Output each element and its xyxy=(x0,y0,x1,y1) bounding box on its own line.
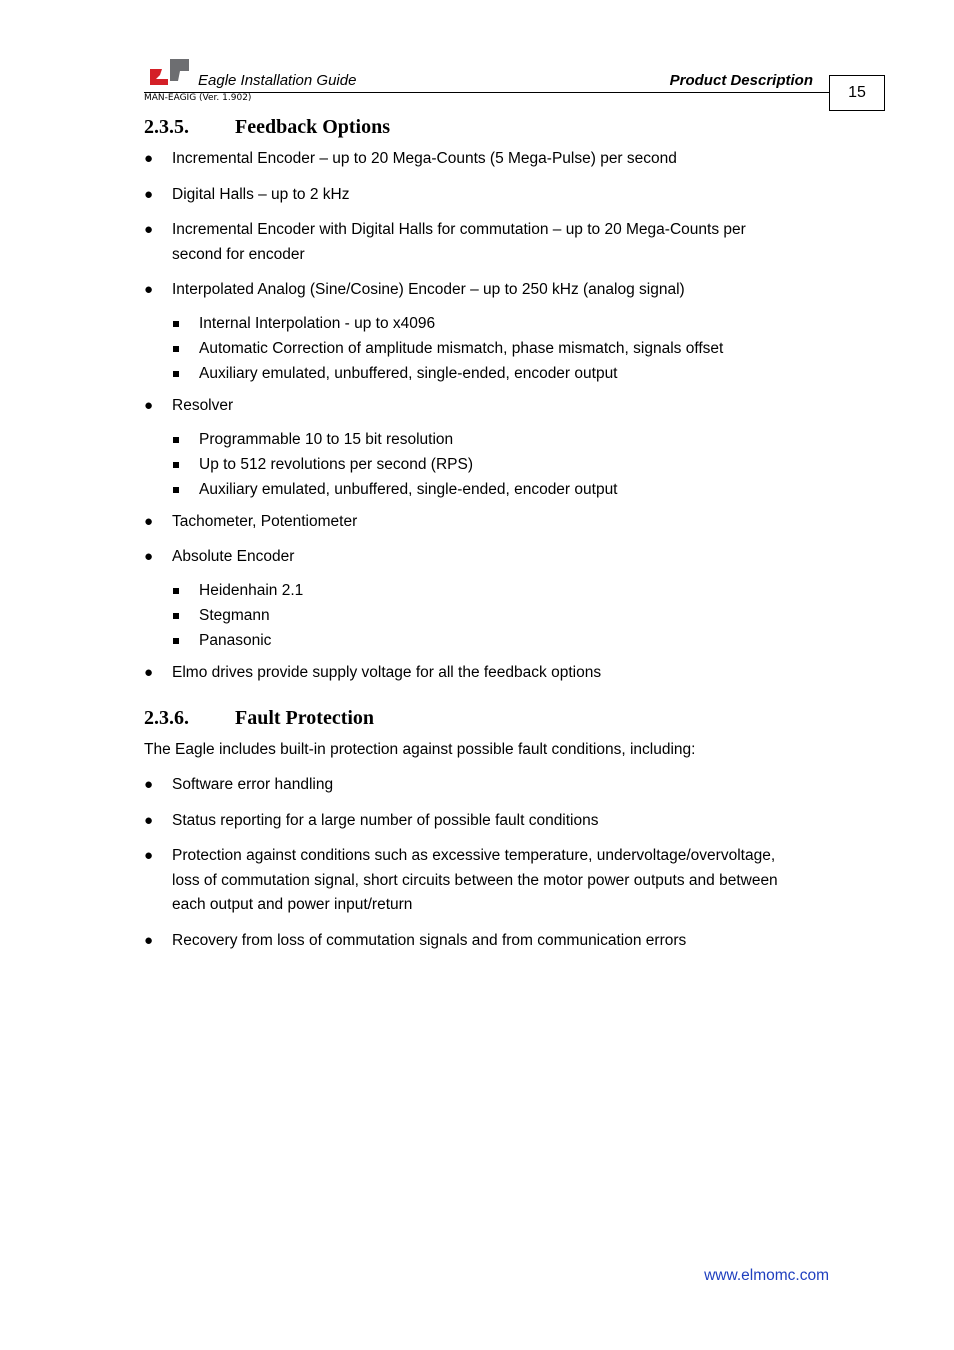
sub-list-item: Up to 512 revolutions per second (RPS) xyxy=(199,456,473,473)
heading-title: Feedback Options xyxy=(235,116,391,138)
section-name: Product Description xyxy=(669,72,813,89)
sub-list-item: Internal Interpolation - up to x4096 xyxy=(199,315,436,332)
sub-list-item: Programmable 10 to 15 bit resolution xyxy=(199,431,454,448)
list-item: Digital Halls – up to 2 kHz xyxy=(172,186,350,203)
bullet-icon: ● xyxy=(144,776,154,793)
list-item: Recovery from loss of commutation signals and from communication errors xyxy=(172,932,687,949)
list-item-continuation: loss of commutation signal, short circuits between the motor power outputs and between xyxy=(172,872,778,889)
bullet-icon: ● xyxy=(144,221,154,238)
bullet-icon: ● xyxy=(144,664,154,681)
heading-number: 2.3.5. xyxy=(144,116,189,138)
square-bullet-icon xyxy=(173,588,179,594)
bullet-icon: ● xyxy=(144,186,154,203)
sub-list-item: Automatic Correction of amplitude mismatch, phase mismatch, signals offset xyxy=(199,340,724,357)
document-title: Eagle Installation Guide xyxy=(198,72,357,89)
square-bullet-icon xyxy=(173,346,179,352)
square-bullet-icon xyxy=(173,321,179,327)
document-id: MAN-EAGIG (Ver. 1.902) xyxy=(144,93,252,103)
square-bullet-icon xyxy=(173,462,179,468)
list-item: Elmo drives provide supply voltage for all the feedback options xyxy=(172,664,602,681)
sub-list-item: Auxiliary emulated, unbuffered, single-ended, encoder output xyxy=(199,481,618,498)
list-item: Protection against conditions such as excessive temperature, undervoltage/overvoltage, xyxy=(172,847,776,864)
list-item: Incremental Encoder with Digital Halls for commutation – up to 20 Mega-Counts per xyxy=(172,221,746,238)
bullet-icon: ● xyxy=(144,397,154,414)
bullet-icon: ● xyxy=(144,281,154,298)
sub-list-item: Auxiliary emulated, unbuffered, single-ended, encoder output xyxy=(199,365,618,382)
website-link[interactable]: www.elmomc.com xyxy=(704,1267,829,1284)
bullet-icon: ● xyxy=(144,812,154,829)
square-bullet-icon xyxy=(173,613,179,619)
sub-list-item: Heidenhain 2.1 xyxy=(199,582,304,599)
bullet-icon: ● xyxy=(144,548,154,565)
bullet-icon: ● xyxy=(144,150,154,167)
bullet-icon: ● xyxy=(144,513,154,530)
list-item: Status reporting for a large number of possible fault conditions xyxy=(172,812,599,829)
list-item: Software error handling xyxy=(172,776,334,793)
elmo-logo xyxy=(148,57,190,89)
list-item: Tachometer, Potentiometer xyxy=(172,513,358,530)
fault-intro-paragraph: The Eagle includes built-in protection against possible fault conditions, including: xyxy=(144,741,696,758)
heading-title: Fault Protection xyxy=(235,707,375,729)
heading-fault-protection xyxy=(144,707,374,730)
square-bullet-icon xyxy=(173,487,179,493)
bullet-icon: ● xyxy=(144,847,154,864)
heading-number: 2.3.6. xyxy=(144,707,189,729)
square-bullet-icon xyxy=(173,371,179,377)
list-item: Interpolated Analog (Sine/Cosine) Encoder – up to 250 kHz (analog signal) xyxy=(172,281,685,298)
heading-feedback-options xyxy=(144,116,390,139)
list-item: Resolver xyxy=(172,397,234,414)
sub-list-item: Stegmann xyxy=(199,607,270,624)
sub-list-item: Panasonic xyxy=(199,632,272,649)
bullet-icon: ● xyxy=(144,932,154,949)
square-bullet-icon xyxy=(173,638,179,644)
list-item-continuation: second for encoder xyxy=(172,246,305,263)
list-item: Incremental Encoder – up to 20 Mega-Counts (5 Mega-Pulse) per second xyxy=(172,150,677,167)
page-number: 15 xyxy=(829,75,885,111)
list-item-continuation: each output and power input/return xyxy=(172,896,413,913)
square-bullet-icon xyxy=(173,437,179,443)
list-item: Absolute Encoder xyxy=(172,548,295,565)
